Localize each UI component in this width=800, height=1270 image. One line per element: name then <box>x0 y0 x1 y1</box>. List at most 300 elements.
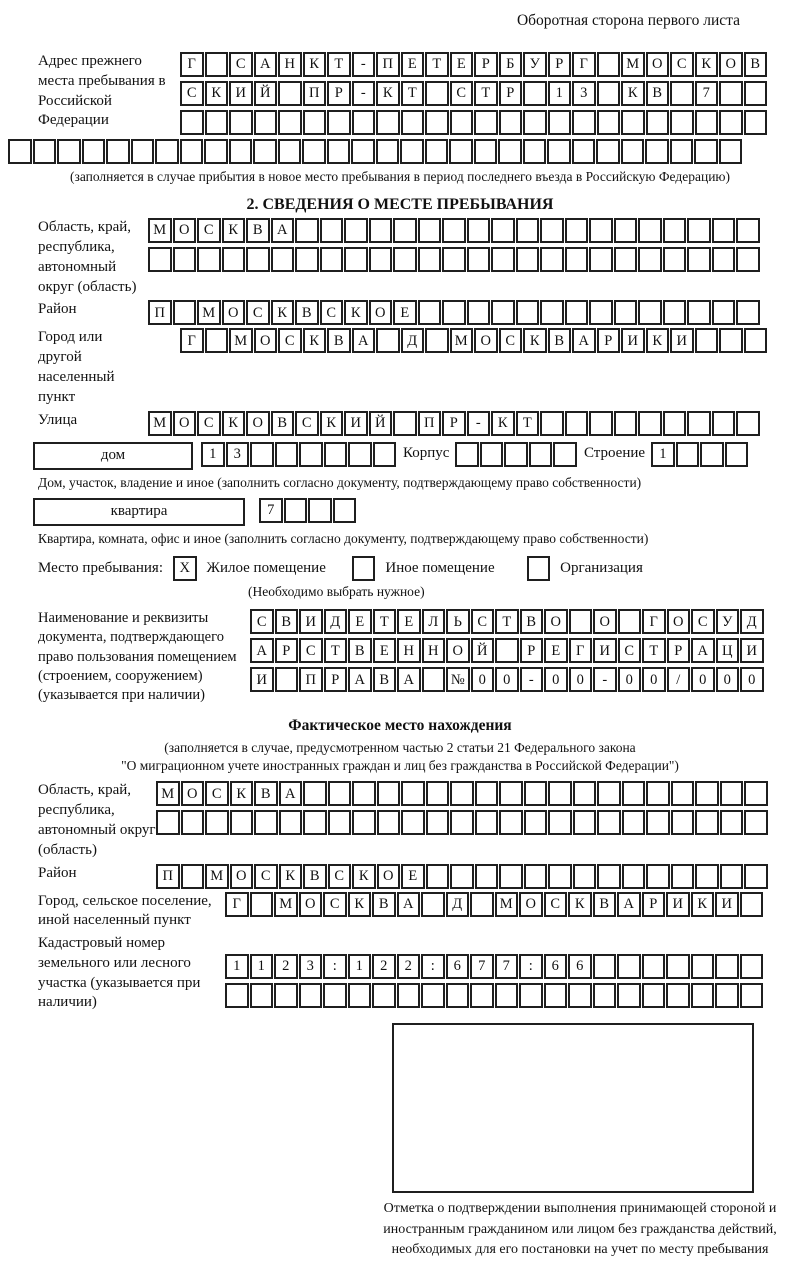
char-box[interactable] <box>279 810 303 835</box>
char-box[interactable]: М <box>495 892 519 917</box>
char-box[interactable] <box>401 110 425 135</box>
char-box[interactable]: Л <box>422 609 446 634</box>
char-box[interactable]: И <box>740 638 764 663</box>
char-box[interactable] <box>425 110 449 135</box>
char-box[interactable] <box>671 781 695 806</box>
char-box[interactable] <box>645 139 669 164</box>
char-box[interactable]: А <box>691 638 715 663</box>
char-box[interactable] <box>148 247 172 272</box>
char-box[interactable]: : <box>519 954 543 979</box>
char-box[interactable] <box>597 52 621 77</box>
char-box[interactable]: 0 <box>495 667 519 692</box>
char-box[interactable] <box>618 609 642 634</box>
char-box[interactable] <box>695 781 719 806</box>
apartment-field[interactable]: квартира <box>33 498 245 526</box>
char-box[interactable] <box>597 781 621 806</box>
char-box[interactable] <box>352 810 376 835</box>
char-box[interactable]: Н <box>397 638 421 663</box>
char-box[interactable] <box>744 781 768 806</box>
char-box[interactable] <box>320 247 344 272</box>
char-box[interactable]: К <box>205 81 229 106</box>
char-box[interactable]: И <box>299 609 323 634</box>
char-box[interactable]: 0 <box>740 667 764 692</box>
char-box[interactable]: Т <box>516 411 540 436</box>
char-box[interactable]: О <box>446 638 470 663</box>
char-box[interactable] <box>180 139 204 164</box>
char-box[interactable] <box>475 864 499 889</box>
char-box[interactable] <box>222 247 246 272</box>
char-box[interactable] <box>376 328 400 353</box>
char-box[interactable]: Г <box>180 52 204 77</box>
char-box[interactable] <box>516 300 540 325</box>
char-box[interactable]: Р <box>642 892 666 917</box>
char-box[interactable] <box>275 442 299 467</box>
char-box[interactable] <box>180 110 204 135</box>
char-box[interactable]: Т <box>373 609 397 634</box>
char-box[interactable]: В <box>373 667 397 692</box>
char-box[interactable] <box>614 247 638 272</box>
char-box[interactable] <box>467 300 491 325</box>
char-box[interactable] <box>544 983 568 1008</box>
char-box[interactable] <box>250 442 274 467</box>
char-box[interactable] <box>498 139 522 164</box>
char-box[interactable] <box>547 139 571 164</box>
char-box[interactable] <box>450 864 474 889</box>
char-box[interactable] <box>246 247 270 272</box>
char-box[interactable]: М <box>274 892 298 917</box>
char-box[interactable] <box>712 218 736 243</box>
char-box[interactable]: С <box>450 81 474 106</box>
char-box[interactable]: К <box>303 52 327 77</box>
char-box[interactable]: 1 <box>201 442 225 467</box>
char-box[interactable]: Р <box>597 328 621 353</box>
char-box[interactable] <box>250 892 274 917</box>
char-box[interactable] <box>205 52 229 77</box>
char-box[interactable]: К <box>691 892 715 917</box>
char-box[interactable] <box>720 781 744 806</box>
char-box[interactable] <box>695 864 719 889</box>
char-box[interactable] <box>173 247 197 272</box>
char-box[interactable] <box>614 300 638 325</box>
char-box[interactable] <box>491 300 515 325</box>
char-box[interactable] <box>373 442 397 467</box>
char-box[interactable] <box>250 983 274 1008</box>
char-box[interactable]: П <box>376 52 400 77</box>
char-box[interactable] <box>442 300 466 325</box>
char-box[interactable]: А <box>572 328 596 353</box>
char-box[interactable]: С <box>499 328 523 353</box>
char-box[interactable] <box>589 300 613 325</box>
char-box[interactable]: Ц <box>716 638 740 663</box>
char-box[interactable] <box>638 218 662 243</box>
char-box[interactable] <box>597 864 621 889</box>
char-box[interactable] <box>540 218 564 243</box>
char-box[interactable] <box>646 810 670 835</box>
char-box[interactable] <box>344 218 368 243</box>
char-box[interactable] <box>691 954 715 979</box>
char-box[interactable]: Д <box>324 609 348 634</box>
char-box[interactable]: В <box>271 411 295 436</box>
char-box[interactable] <box>663 411 687 436</box>
char-box[interactable]: П <box>418 411 442 436</box>
char-box[interactable] <box>666 983 690 1008</box>
char-box[interactable] <box>324 442 348 467</box>
char-box[interactable] <box>597 81 621 106</box>
char-box[interactable] <box>295 247 319 272</box>
checkbox-zhiloe[interactable]: X <box>173 556 197 581</box>
char-box[interactable]: 7 <box>495 954 519 979</box>
char-box[interactable] <box>491 247 515 272</box>
char-box[interactable] <box>700 442 724 467</box>
char-box[interactable] <box>344 247 368 272</box>
char-box[interactable]: 3 <box>299 954 323 979</box>
char-box[interactable]: Ь <box>446 609 470 634</box>
char-box[interactable] <box>308 498 332 523</box>
char-box[interactable] <box>278 110 302 135</box>
char-box[interactable]: Й <box>369 411 393 436</box>
char-box[interactable]: К <box>230 781 254 806</box>
char-box[interactable] <box>229 139 253 164</box>
char-box[interactable]: О <box>719 52 743 77</box>
char-box[interactable]: А <box>279 781 303 806</box>
char-box[interactable]: К <box>376 81 400 106</box>
char-box[interactable] <box>736 218 760 243</box>
char-box[interactable]: 3 <box>226 442 250 467</box>
char-box[interactable] <box>225 983 249 1008</box>
char-box[interactable] <box>663 300 687 325</box>
char-box[interactable] <box>450 810 474 835</box>
char-box[interactable] <box>303 110 327 135</box>
char-box[interactable] <box>274 983 298 1008</box>
char-box[interactable] <box>736 247 760 272</box>
char-box[interactable]: С <box>197 218 221 243</box>
char-box[interactable] <box>548 781 572 806</box>
char-box[interactable] <box>744 810 768 835</box>
char-box[interactable]: С <box>205 781 229 806</box>
char-box[interactable]: 0 <box>569 667 593 692</box>
char-box[interactable] <box>617 954 641 979</box>
char-box[interactable]: А <box>617 892 641 917</box>
char-box[interactable] <box>376 139 400 164</box>
char-box[interactable] <box>670 110 694 135</box>
char-box[interactable] <box>712 300 736 325</box>
char-box[interactable]: М <box>148 218 172 243</box>
char-box[interactable] <box>426 781 450 806</box>
char-box[interactable]: К <box>568 892 592 917</box>
char-box[interactable]: С <box>328 864 352 889</box>
char-box[interactable] <box>622 810 646 835</box>
char-box[interactable]: С <box>670 52 694 77</box>
char-box[interactable] <box>523 81 547 106</box>
char-box[interactable]: В <box>327 328 351 353</box>
char-box[interactable]: Е <box>450 52 474 77</box>
char-box[interactable]: Р <box>275 638 299 663</box>
char-box[interactable] <box>744 110 768 135</box>
char-box[interactable] <box>33 139 57 164</box>
char-box[interactable]: Е <box>401 52 425 77</box>
char-box[interactable] <box>377 781 401 806</box>
char-box[interactable] <box>418 218 442 243</box>
char-box[interactable]: П <box>303 81 327 106</box>
char-box[interactable]: : <box>323 954 347 979</box>
char-box[interactable]: 6 <box>544 954 568 979</box>
char-box[interactable] <box>676 442 700 467</box>
char-box[interactable] <box>393 218 417 243</box>
char-box[interactable] <box>695 328 719 353</box>
char-box[interactable]: М <box>197 300 221 325</box>
char-box[interactable] <box>470 892 494 917</box>
char-box[interactable] <box>442 218 466 243</box>
char-box[interactable]: А <box>397 667 421 692</box>
char-box[interactable]: К <box>320 411 344 436</box>
char-box[interactable]: К <box>222 218 246 243</box>
char-box[interactable] <box>303 810 327 835</box>
char-box[interactable]: В <box>254 781 278 806</box>
char-box[interactable] <box>622 864 646 889</box>
char-box[interactable] <box>474 139 498 164</box>
char-box[interactable] <box>736 411 760 436</box>
char-box[interactable] <box>470 983 494 1008</box>
char-box[interactable]: К <box>348 892 372 917</box>
char-box[interactable]: А <box>352 328 376 353</box>
char-box[interactable]: О <box>646 52 670 77</box>
char-box[interactable] <box>421 892 445 917</box>
char-box[interactable]: С <box>229 52 253 77</box>
char-box[interactable]: 0 <box>471 667 495 692</box>
char-box[interactable]: О <box>173 411 197 436</box>
char-box[interactable]: Т <box>327 52 351 77</box>
char-box[interactable]: Е <box>373 638 397 663</box>
char-box[interactable] <box>740 892 764 917</box>
char-box[interactable]: А <box>250 638 274 663</box>
char-box[interactable]: И <box>593 638 617 663</box>
char-box[interactable]: О <box>254 328 278 353</box>
char-box[interactable] <box>499 864 523 889</box>
char-box[interactable]: Й <box>254 81 278 106</box>
char-box[interactable]: 6 <box>446 954 470 979</box>
char-box[interactable]: К <box>646 328 670 353</box>
char-box[interactable] <box>691 983 715 1008</box>
char-box[interactable]: Е <box>401 864 425 889</box>
char-box[interactable]: С <box>323 892 347 917</box>
char-box[interactable] <box>744 864 768 889</box>
char-box[interactable] <box>569 609 593 634</box>
char-box[interactable] <box>720 864 744 889</box>
char-box[interactable] <box>254 810 278 835</box>
char-box[interactable]: Г <box>225 892 249 917</box>
char-box[interactable]: Т <box>642 638 666 663</box>
char-box[interactable]: Р <box>442 411 466 436</box>
char-box[interactable] <box>671 810 695 835</box>
char-box[interactable] <box>568 983 592 1008</box>
char-box[interactable]: 2 <box>372 954 396 979</box>
char-box[interactable] <box>173 300 197 325</box>
char-box[interactable] <box>573 864 597 889</box>
char-box[interactable]: К <box>271 300 295 325</box>
char-box[interactable]: 2 <box>274 954 298 979</box>
char-box[interactable] <box>666 954 690 979</box>
char-box[interactable]: Е <box>397 609 421 634</box>
char-box[interactable] <box>573 781 597 806</box>
char-box[interactable]: 7 <box>470 954 494 979</box>
char-box[interactable]: О <box>369 300 393 325</box>
char-box[interactable]: № <box>446 667 470 692</box>
char-box[interactable] <box>57 139 81 164</box>
char-box[interactable]: Т <box>495 609 519 634</box>
char-box[interactable] <box>593 954 617 979</box>
char-box[interactable]: О <box>544 609 568 634</box>
char-box[interactable] <box>540 247 564 272</box>
char-box[interactable]: У <box>716 609 740 634</box>
char-box[interactable] <box>565 300 589 325</box>
char-box[interactable]: С <box>618 638 642 663</box>
char-box[interactable] <box>529 442 553 467</box>
char-box[interactable] <box>715 983 739 1008</box>
char-box[interactable] <box>548 864 572 889</box>
char-box[interactable]: Е <box>348 609 372 634</box>
char-box[interactable]: П <box>299 667 323 692</box>
char-box[interactable]: В <box>744 52 768 77</box>
char-box[interactable]: Р <box>474 52 498 77</box>
char-box[interactable]: О <box>519 892 543 917</box>
char-box[interactable] <box>495 983 519 1008</box>
char-box[interactable] <box>425 328 449 353</box>
char-box[interactable] <box>352 110 376 135</box>
char-box[interactable] <box>744 328 768 353</box>
char-box[interactable]: О <box>173 218 197 243</box>
char-box[interactable] <box>197 247 221 272</box>
char-box[interactable] <box>475 810 499 835</box>
char-box[interactable] <box>617 983 641 1008</box>
checkbox-organizaciya[interactable] <box>527 556 551 581</box>
char-box[interactable]: 1 <box>225 954 249 979</box>
char-box[interactable] <box>284 498 308 523</box>
char-box[interactable]: М <box>148 411 172 436</box>
char-box[interactable] <box>295 218 319 243</box>
char-box[interactable]: К <box>695 52 719 77</box>
char-box[interactable]: Р <box>667 638 691 663</box>
char-box[interactable] <box>156 810 180 835</box>
char-box[interactable] <box>155 139 179 164</box>
char-box[interactable] <box>740 954 764 979</box>
char-box[interactable]: 1 <box>348 954 372 979</box>
char-box[interactable] <box>670 81 694 106</box>
char-box[interactable] <box>499 110 523 135</box>
char-box[interactable]: О <box>230 864 254 889</box>
char-box[interactable] <box>719 328 743 353</box>
char-box[interactable]: 2 <box>397 954 421 979</box>
char-box[interactable] <box>333 498 357 523</box>
char-box[interactable]: В <box>372 892 396 917</box>
char-box[interactable]: А <box>271 218 295 243</box>
char-box[interactable] <box>369 247 393 272</box>
char-box[interactable] <box>418 247 442 272</box>
char-box[interactable] <box>491 218 515 243</box>
char-box[interactable]: В <box>303 864 327 889</box>
char-box[interactable]: К <box>303 328 327 353</box>
char-box[interactable]: М <box>229 328 253 353</box>
char-box[interactable]: В <box>593 892 617 917</box>
char-box[interactable]: С <box>691 609 715 634</box>
char-box[interactable]: С <box>250 609 274 634</box>
char-box[interactable]: Д <box>740 609 764 634</box>
char-box[interactable] <box>646 781 670 806</box>
char-box[interactable]: И <box>344 411 368 436</box>
char-box[interactable] <box>540 300 564 325</box>
char-box[interactable] <box>687 247 711 272</box>
char-box[interactable] <box>229 110 253 135</box>
char-box[interactable]: Б <box>499 52 523 77</box>
char-box[interactable] <box>450 110 474 135</box>
char-box[interactable] <box>589 411 613 436</box>
char-box[interactable]: К <box>222 411 246 436</box>
char-box[interactable] <box>589 218 613 243</box>
char-box[interactable]: - <box>520 667 544 692</box>
char-box[interactable] <box>695 810 719 835</box>
char-box[interactable] <box>712 411 736 436</box>
char-box[interactable] <box>131 139 155 164</box>
char-box[interactable] <box>687 411 711 436</box>
char-box[interactable]: Г <box>642 609 666 634</box>
char-box[interactable] <box>621 139 645 164</box>
char-box[interactable]: О <box>222 300 246 325</box>
char-box[interactable]: Е <box>393 300 417 325</box>
char-box[interactable]: К <box>491 411 515 436</box>
char-box[interactable] <box>327 110 351 135</box>
char-box[interactable] <box>523 139 547 164</box>
char-box[interactable] <box>744 81 768 106</box>
char-box[interactable] <box>425 81 449 106</box>
char-box[interactable] <box>271 247 295 272</box>
char-box[interactable] <box>589 247 613 272</box>
char-box[interactable]: К <box>279 864 303 889</box>
house-field[interactable]: дом <box>33 442 193 470</box>
char-box[interactable]: Е <box>544 638 568 663</box>
char-box[interactable] <box>377 810 401 835</box>
char-box[interactable] <box>418 300 442 325</box>
char-box[interactable] <box>328 781 352 806</box>
char-box[interactable]: И <box>229 81 253 106</box>
char-box[interactable] <box>712 247 736 272</box>
char-box[interactable]: 1 <box>250 954 274 979</box>
char-box[interactable]: С <box>246 300 270 325</box>
char-box[interactable]: У <box>523 52 547 77</box>
char-box[interactable]: О <box>667 609 691 634</box>
char-box[interactable] <box>480 442 504 467</box>
char-box[interactable]: С <box>254 864 278 889</box>
char-box[interactable]: Р <box>499 81 523 106</box>
char-box[interactable]: К <box>352 864 376 889</box>
char-box[interactable]: С <box>544 892 568 917</box>
char-box[interactable]: 3 <box>572 81 596 106</box>
char-box[interactable]: М <box>156 781 180 806</box>
char-box[interactable] <box>327 139 351 164</box>
char-box[interactable] <box>299 983 323 1008</box>
char-box[interactable]: : <box>421 954 445 979</box>
char-box[interactable]: 7 <box>259 498 283 523</box>
char-box[interactable]: К <box>621 81 645 106</box>
char-box[interactable]: И <box>715 892 739 917</box>
char-box[interactable]: И <box>621 328 645 353</box>
char-box[interactable] <box>565 411 589 436</box>
char-box[interactable] <box>622 781 646 806</box>
char-box[interactable] <box>401 781 425 806</box>
char-box[interactable]: И <box>670 328 694 353</box>
char-box[interactable]: В <box>348 638 372 663</box>
char-box[interactable]: Й <box>471 638 495 663</box>
char-box[interactable]: С <box>295 411 319 436</box>
char-box[interactable] <box>446 983 470 1008</box>
